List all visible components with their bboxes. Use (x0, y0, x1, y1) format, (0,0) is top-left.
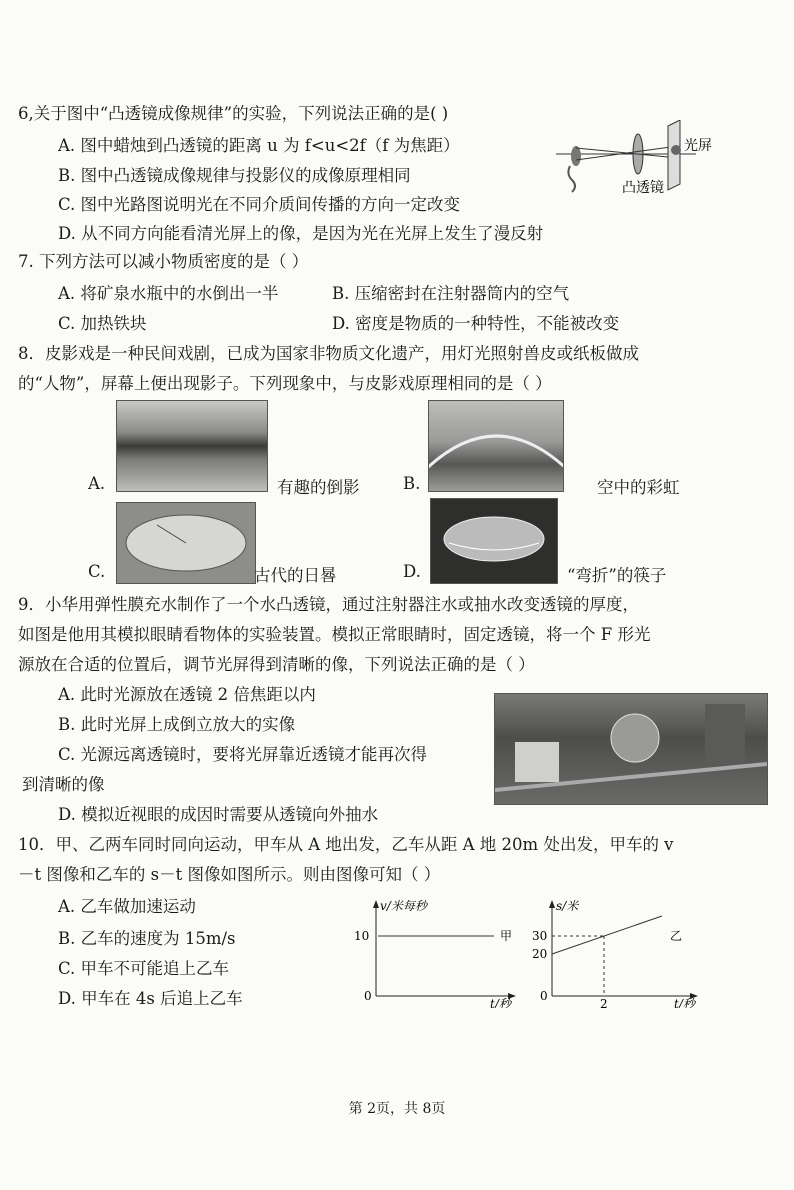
vt-ylabel: v/米每秒 (380, 899, 427, 913)
q7-stem: 7. 下列方法可以减小物质密度的是（ ） (18, 252, 309, 271)
q10-option-c: C. 甲车不可能追上乙车 (58, 959, 230, 978)
q6-option-d: D. 从不同方向能看清光屏上的像，是因为光在光屏上发生了漫反射 (58, 224, 544, 243)
q8-option-a-letter: A. (88, 474, 106, 493)
vt-xlabel: t/秒 (490, 997, 511, 1008)
q8-option-d-caption: “弯折”的筷子 (567, 566, 667, 585)
q6-option-b: B. 图中凸透镜成像规律与投影仪的成像原理相同 (58, 166, 411, 185)
q8-option-a-caption: 有趣的倒影 (277, 478, 360, 497)
q9-stem-line2: 如图是他用其模拟眼睛看物体的实验装置。模拟正常眼睛时，固定透镜，将一个 F 形光 (18, 625, 651, 644)
vt-origin-label: 0 (364, 989, 372, 1003)
q8-option-b-letter: B. (403, 474, 421, 493)
sundial-photo (116, 502, 256, 584)
vt-y-arrow (373, 900, 379, 908)
screen-label: 光屏 (684, 138, 712, 154)
lens-label: 凸透镜 (622, 180, 664, 196)
q10-option-d: D. 甲车在 4s 后追上乙车 (58, 989, 243, 1008)
q9-option-d: D. 模拟近视眼的成因时需要从透镜向外抽水 (58, 805, 379, 824)
q6-stem: 6,关于图中“凸透镜成像规律”的实验，下列说法正确的是( ) (18, 104, 449, 123)
q8-option-c-caption: 古代的日晷 (254, 566, 337, 585)
bowl-water (431, 499, 557, 583)
q10-stem-line1: 10．甲、乙两车同时同向运动，甲车从 A 地出发，乙车从距 A 地 20m 处出发，甲车的 v (18, 835, 674, 854)
st-chart (528, 896, 704, 1008)
vt-tick-10: 10 (354, 929, 370, 943)
sundial-disc (117, 503, 255, 583)
q9-option-c-cont: 到清晰的像 (22, 775, 105, 794)
q7-option-b: B. 压缩密封在注射器筒内的空气 (332, 284, 570, 303)
screen-icon (668, 120, 680, 190)
st-tick-20: 20 (532, 947, 548, 961)
st-tick-30: 30 (532, 929, 548, 943)
series-yi-line (552, 916, 662, 954)
page-footer: 第 2页，共 8页 (348, 1101, 446, 1117)
q7-option-a: A. 将矿泉水瓶中的水倒出一半 (58, 284, 279, 303)
q8-stem-line1: 8．皮影戏是一种民间戏剧，已成为国家非物质文化遗产，用灯光照射兽皮或纸板做成 (18, 344, 639, 363)
q6-option-a: A. 图中蜡烛到凸透镜的距离 u 为 f<u<2f（f 为焦距） (58, 136, 460, 155)
q9-option-b: B. 此时光屏上成倒立放大的实像 (58, 715, 296, 734)
q9-option-a: A. 此时光源放在透镜 2 倍焦距以内 (58, 685, 316, 704)
candle-icon (568, 146, 581, 192)
series-yi-label: 乙 (670, 929, 683, 943)
series-jia-label: 甲 (500, 929, 513, 943)
st-tick-x-2: 2 (600, 997, 608, 1008)
q8-option-d-letter: D. (403, 562, 421, 581)
q7-option-c: C. 加热铁块 (58, 314, 147, 333)
st-ylabel: s/米 (556, 899, 579, 913)
q9-stem-line1: 9．小华用弹性膜充水制作了一个水凸透镜，通过注射器注水或抽水改变透镜的厚度， (18, 595, 639, 614)
q8-option-c-letter: C. (88, 562, 106, 581)
chopsticks-photo (430, 498, 558, 584)
st-y-arrow (549, 900, 555, 908)
q10-option-b: B. 乙车的速度为 15m/s (58, 929, 236, 948)
q10-option-a: A. 乙车做加速运动 (58, 897, 196, 916)
q6-option-c: C. 图中光路图说明光在不同介质间传播的方向一定改变 (58, 195, 461, 214)
q6-lens-diagram (556, 120, 736, 198)
vt-chart (350, 896, 520, 1008)
q8-option-b-caption: 空中的彩虹 (597, 478, 680, 497)
reflection-photo (116, 400, 268, 492)
q9-option-c: C. 光源远离透镜时，要将光屏靠近透镜才能再次得 (58, 745, 428, 764)
st-origin-label: 0 (540, 989, 548, 1003)
water-lens-photo (494, 693, 768, 805)
rainbow-photo (428, 400, 564, 492)
q8-stem-line2: 的“人物”，屏幕上便出现影子。下列现象中，与皮影戏原理相同的是（ ） (18, 374, 552, 393)
st-xlabel: t/秒 (674, 997, 695, 1008)
q10-stem-line2: －t 图像和乙车的 s－t 图像如图所示。则由图像可知（ ） (18, 865, 441, 884)
water-lens-apparatus (495, 694, 767, 804)
q9-stem-line3: 源放在合适的位置后，调节光屏得到清晰的像，下列说法正确的是（ ） (18, 655, 535, 674)
rainbow-arc (429, 401, 563, 491)
q7-option-d: D. 密度是物质的一种特性，不能被改变 (332, 314, 620, 333)
